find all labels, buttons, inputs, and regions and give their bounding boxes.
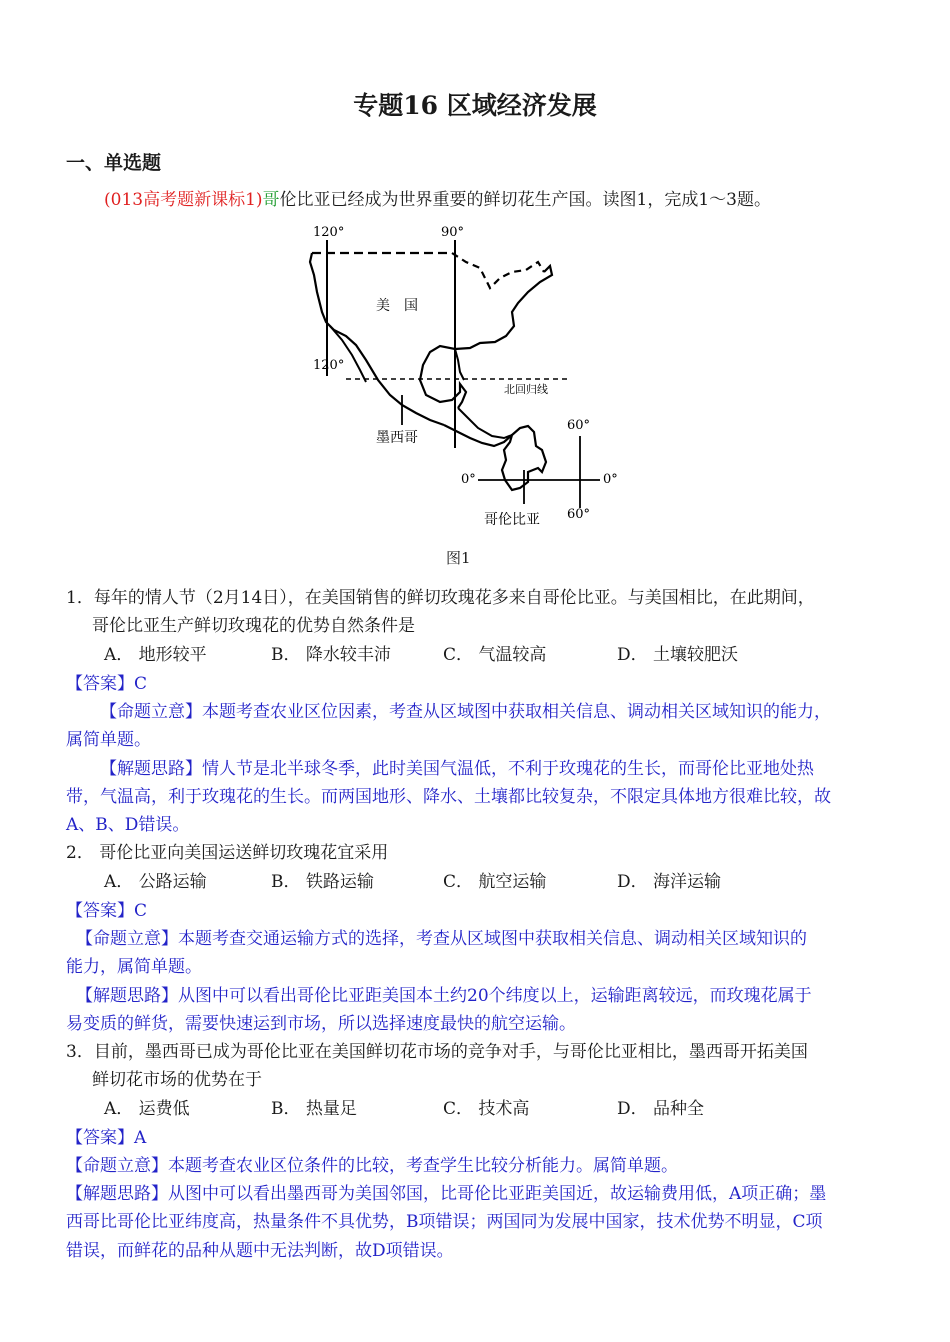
label-colombia: 哥伦比亚 <box>484 512 540 528</box>
q2-stem-1: 2． 哥伦比亚向美国运送鲜切玫瑰花宜采用 <box>66 843 389 863</box>
label-lon-90: 90° <box>441 225 465 240</box>
map-figure <box>300 218 618 538</box>
q1-option-a: A． 地形较平 <box>104 645 207 665</box>
q1-option-c: C． 气温较高 <box>443 645 547 665</box>
intro-text: 伦比亚已经成为世界重要的鲜切花生产国。读图1，完成1～3题。 <box>279 190 771 210</box>
label-eq-left: 0° <box>461 472 476 487</box>
label-lon-120: 120° <box>313 225 345 240</box>
central-america-east <box>458 408 512 438</box>
q3-intent-1: 【命题立意】本题考查农业区位条件的比较，考查学生比较分析能力。属简单题。 <box>66 1156 678 1176</box>
baja <box>330 326 366 382</box>
q2-intent-2: 能力，属简单题。 <box>66 957 202 977</box>
west-coast <box>310 253 444 425</box>
intro-first-char: 哥 <box>262 190 280 210</box>
q2-analysis-1: 【解题思路】从图中可以看出哥伦比亚距美国本土约20个纬度以上，运输距离较远，而玫瑰花属于 <box>76 986 812 1006</box>
q3-option-d: D． 品种全 <box>617 1099 705 1119</box>
intro-line <box>104 189 771 211</box>
q3-option-c: C． 技术高 <box>443 1099 530 1119</box>
page-title: 专题16 区域经济发展 <box>353 91 597 120</box>
q1-stem-2: 哥伦比亚生产鲜切玫瑰花的优势自然条件是 <box>92 616 415 636</box>
q3-stem-1: 3．目前，墨西哥已成为哥伦比亚在美国鲜切花市场的竞争对手，与哥伦比亚相比，墨西哥开拓美国 <box>66 1042 808 1062</box>
q3-stem-2: 鲜切花市场的优势在于 <box>92 1070 262 1090</box>
label-lon-60-bottom: 60° <box>567 507 591 522</box>
ne-border <box>452 253 544 288</box>
q1-stem-1: 1．每年的情人节（2月14日），在美国销售的鲜切玫瑰花多来自哥伦比亚。与美国相比，在此期间， <box>66 588 815 608</box>
q1-intent-2: 属简单题。 <box>66 730 151 750</box>
label-lon-60-top: 60° <box>567 418 591 433</box>
label-usa: 美 国 <box>376 298 418 314</box>
figure-caption: 图1 <box>446 549 471 567</box>
q3-analysis-3: 错误，而鲜花的品种从题中无法判断，故D项错误。 <box>66 1241 454 1261</box>
q1-analysis-3: A、B、D错误。 <box>66 815 190 835</box>
q1-intent-1: 【命题立意】本题考查农业区位因素，考查从区域图中获取相关信息、调动相关区域知识的能力， <box>100 702 831 722</box>
q1-option-b: B． 降水较丰沛 <box>271 645 391 665</box>
q2-option-a: A． 公路运输 <box>104 872 207 892</box>
label-tropic: 北回归线 <box>504 383 548 396</box>
q3-option-a: A． 运费低 <box>104 1099 190 1119</box>
q1-option-d: D． 土壤较肥沃 <box>617 645 739 665</box>
q3-option-b: B． 热量足 <box>271 1099 357 1119</box>
q3-analysis-2: 西哥比哥伦比亚纬度高，热量条件不具优势，B项错误；两国同为发展中国家，技术优势不明显，C项 <box>66 1212 823 1232</box>
q2-option-d: D． 海洋运输 <box>617 872 722 892</box>
q1-analysis-1: 【解题思路】情人节是北半球冬季，此时美国气温低，不利于玫瑰花的生长，而哥伦比亚地处热 <box>100 759 814 779</box>
label-mexico: 墨西哥 <box>376 430 418 446</box>
label-eq-right: 0° <box>603 472 618 487</box>
q2-analysis-2: 易变质的鲜货，需要快速运到市场，所以选择速度最快的航空运输。 <box>66 1014 576 1034</box>
q2-option-b: B． 铁路运输 <box>271 872 374 892</box>
florida <box>455 349 464 380</box>
intro-source: (013高考题新课标1) <box>104 190 263 210</box>
q3-analysis-1: 【解题思路】从图中可以看出墨西哥为美国邻国，比哥伦比亚距美国近，故运输费用低，A项正确；墨 <box>66 1184 827 1204</box>
section-heading: 一、单选题 <box>66 152 162 174</box>
q1-analysis-2: 带，气温高，利于玫瑰花的生长。而两国地形、降水、土壤都比较复杂，不限定具体地方很难比较，故 <box>66 787 831 807</box>
q3-answer: 【答案】A <box>66 1128 147 1148</box>
q2-option-c: C． 航空运输 <box>443 872 547 892</box>
q1-answer: 【答案】C <box>66 674 148 694</box>
label-lat-120: 120° <box>313 358 345 373</box>
q2-answer: 【答案】C <box>66 901 148 921</box>
q2-intent-1: 【命题立意】本题考查交通运输方式的选择，考查从区域图中获取相关信息、调动相关区域知识的 <box>76 929 807 949</box>
